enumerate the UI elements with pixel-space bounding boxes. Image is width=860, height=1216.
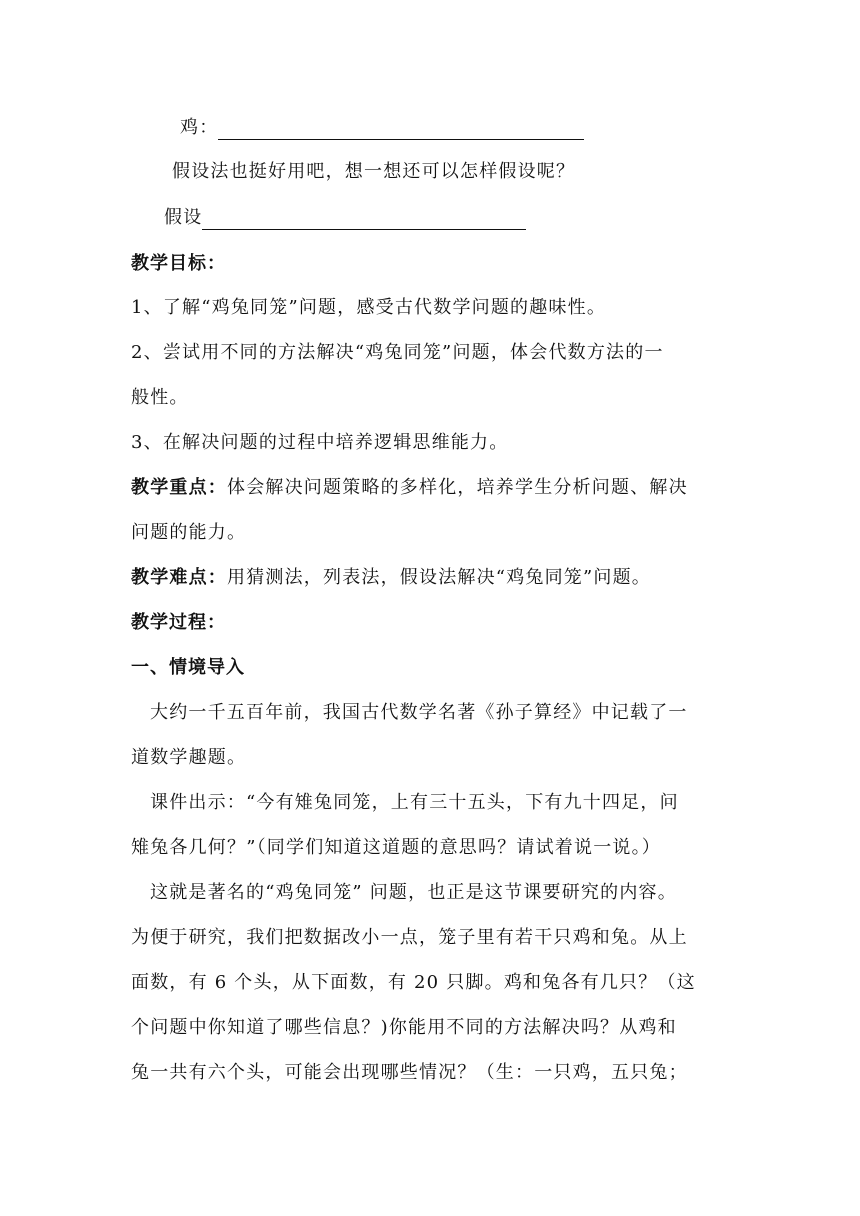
intro-para-2-line-1: 课件出示：“今有雉兔同笼，上有三十五头，下有九十四足，问 (150, 792, 679, 813)
intro-para-3-line-3: 面数，有 6 个头，从下面数，有 20 只脚。鸡和兔各有几只？（这 (131, 972, 696, 993)
key-points-text: 体会解决问题策略的多样化，培养学生分析问题、解决 (227, 477, 688, 498)
difficulties-label: 教学难点： (131, 567, 227, 588)
intro-para-3-line-2: 为便于研究，我们把数据改小一点，笼子里有若干只鸡和兔。从上 (131, 927, 688, 948)
objective-item-1: 1、了解“鸡兔同笼”问题，感受古代数学问题的趣味性。 (131, 297, 607, 318)
intro-para-3-line-1: 这就是著名的“鸡兔同笼” 问题，也正是这节课要研究的内容。 (150, 882, 677, 903)
assumption-fill-label: 假设 (164, 207, 203, 228)
objective-item-2-line-1: 2、尝试用不同的方法解决“鸡兔同笼”问题，体会代数方法的一 (131, 342, 664, 363)
assumption-fill-line (164, 206, 764, 230)
intro-para-1-line-1: 大约一千五百年前，我国古代数学名著《孙子算经》中记载了一 (150, 702, 688, 723)
intro-para-3-line-4: 个问题中你知道了哪些信息？)你能用不同的方法解决吗？从鸡和 (131, 1017, 677, 1038)
difficulties-text: 用猜测法，列表法，假设法解决“鸡兔同笼”问题。 (227, 567, 652, 588)
chicken-fill-line (180, 116, 780, 140)
objective-item-2-line-2: 般性。 (131, 387, 189, 408)
chicken-answer-blank[interactable] (218, 121, 584, 140)
difficulties-line (131, 566, 731, 590)
objective-item-3: 3、在解决问题的过程中培养逻辑思维能力。 (131, 432, 509, 453)
intro-para-1-line-2: 道数学趣题。 (131, 747, 247, 768)
chicken-fill-label: 鸡： (180, 117, 219, 138)
assumption-prompt: 假设法也挺好用吧，想一想还可以怎样假设呢？ (172, 161, 576, 182)
intro-para-3-line-5: 兔一共有六个头，可能会出现哪些情况？（生：一只鸡，五只兔； (131, 1062, 688, 1083)
key-points-line-2: 问题的能力。 (131, 522, 247, 543)
section-1-title: 一、情境导入 (131, 657, 245, 678)
intro-para-2-line-2: 雉兔各几何？”（同学们知道这道题的意思吗？请试着说一说。） (131, 837, 661, 858)
key-points-line-1 (131, 476, 731, 500)
objectives-heading: 教学目标： (131, 253, 226, 274)
assumption-answer-blank[interactable] (202, 211, 526, 230)
process-heading: 教学过程： (131, 612, 226, 633)
key-points-label: 教学重点： (131, 477, 227, 498)
